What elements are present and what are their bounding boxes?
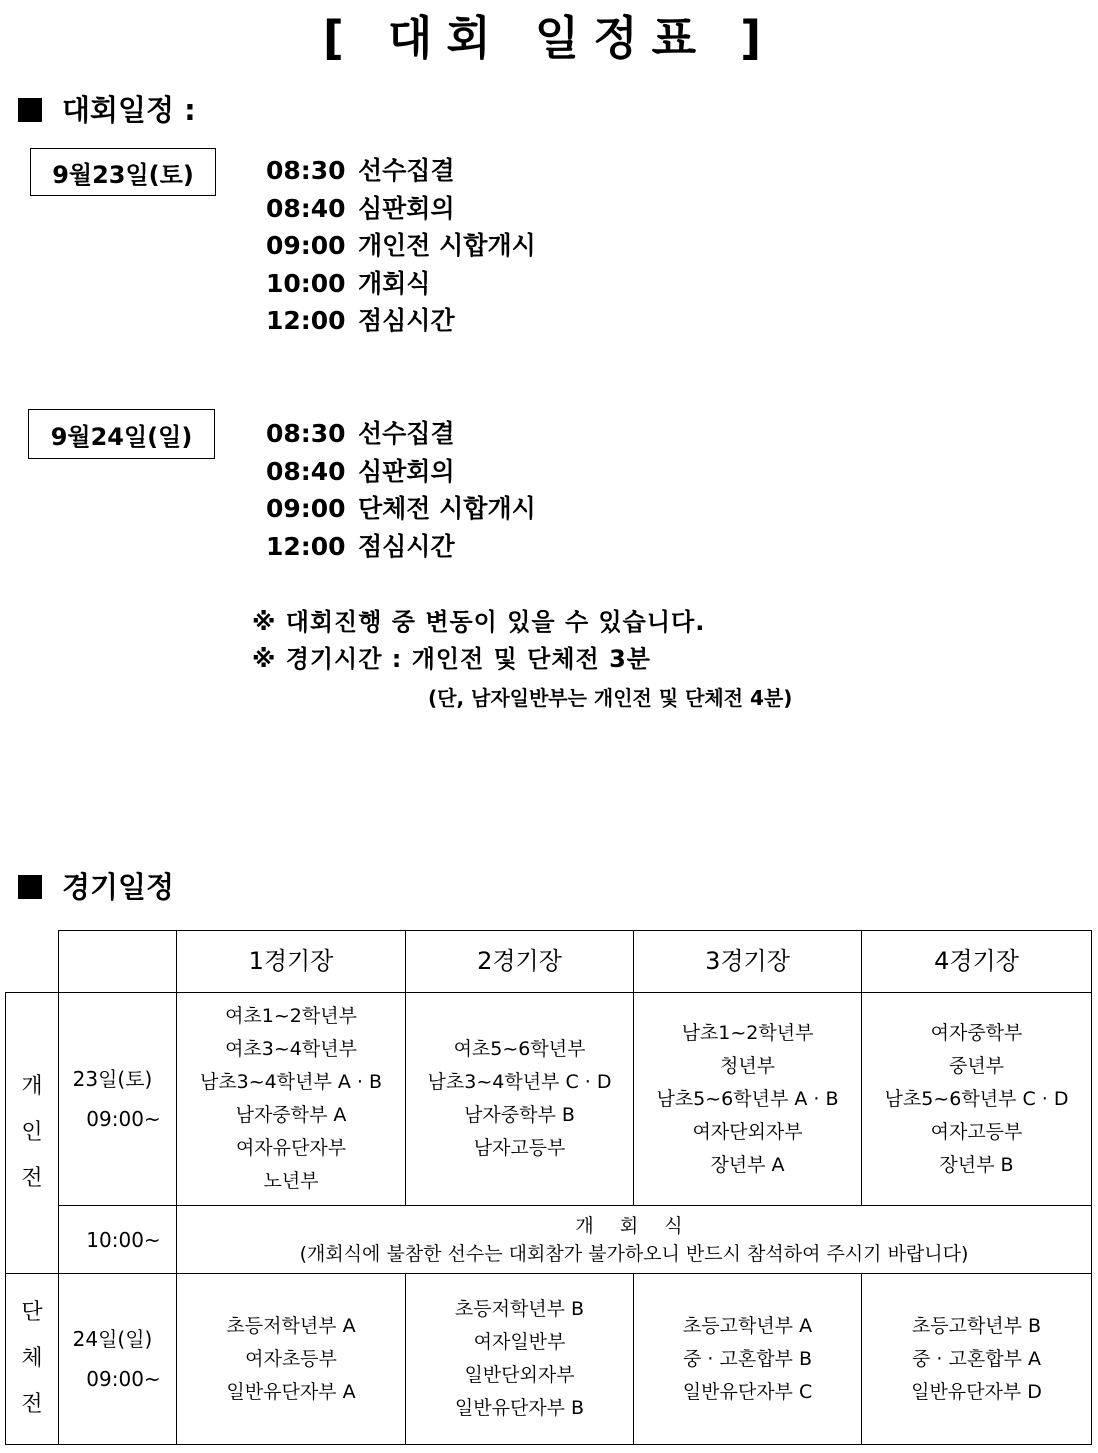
category-char: 단 [21,1300,43,1325]
individual-category [6,993,59,1274]
division: 남초5~6학년부 A · B [656,1087,839,1110]
division: 여초5~6학년부 [453,1038,586,1060]
schedule-event: 점심시간 [358,531,455,561]
session-date: 24일(일) [72,1327,153,1351]
division: 남초3~4학년부 C · D [427,1071,612,1093]
ceremony-note: (개회식에 불참한 선수는 대회참가 불가하오니 반드시 참석하여 주시기 바랍니다) [299,1242,969,1265]
division: 노년부 [263,1170,319,1192]
table-row [6,1206,1092,1274]
division: 일반유단자부 B [454,1397,585,1419]
opening-ceremony [177,1206,1092,1274]
note-exception: (단, 남자일반부는 개인전 및 단체전 4분) [428,686,793,710]
venue3-individual [634,993,862,1206]
table-row [6,993,1092,1206]
schedule-event: 선수집결 [358,156,455,185]
schedule-event: 단체전 시합개시 [358,494,536,523]
note-change: ※ 대회진행 중 변동이 있을 수 있습니다. [252,608,706,636]
category-char: 전 [21,1392,43,1417]
schedule-row [266,528,536,566]
venue2-team [406,1274,634,1445]
games-heading [18,867,174,907]
division: 여자중학부 [930,1021,1023,1044]
division: 중 · 고혼합부 B [683,1347,812,1370]
division: 남초1~2학년부 [681,1021,814,1044]
day2-date-box [28,409,215,459]
division: 일반유단자부 A [226,1380,356,1403]
square-bullet-icon [18,98,42,122]
division: 일반유단자부 D [911,1380,1042,1403]
venue-header: 2경기장 [406,931,634,993]
venue-header: 4경기장 [862,931,1092,993]
team-category [6,1274,59,1445]
games-heading-label: 경기일정 [62,870,175,904]
session-time: 10:00~ [86,1227,161,1252]
schedule-row [266,415,536,453]
schedule-event: 개회식 [358,268,431,298]
venue1-team [177,1274,406,1445]
schedule-time: 08:40 [266,193,346,223]
venue4-team [862,1274,1092,1445]
page-title: [ 대회 일정표 ] [322,11,776,65]
day2-schedule [266,415,536,565]
venue2-individual [406,993,634,1206]
schedule-row [266,227,536,265]
venue1-individual [177,993,406,1206]
division: 초등고학년부 A [682,1314,813,1337]
division: 남자중학부 B [464,1104,575,1126]
schedule-row [266,152,536,190]
schedule-heading-label: 대회일정 : [62,93,196,127]
category-char: 체 [21,1346,43,1371]
table-header-row [6,931,1092,993]
schedule-event: 심판회의 [358,193,455,223]
schedule-row [266,490,536,528]
schedule-row [266,453,536,491]
schedule-time: 12:00 [266,531,346,561]
schedule-row [266,190,536,228]
session-time: 09:00~ [86,1107,161,1131]
schedule-time: 09:00 [266,231,346,260]
schedule-time: 12:00 [266,306,346,335]
schedule-event: 점심시간 [358,306,455,335]
schedule-time: 10:00 [266,268,346,298]
division: 초등저학년부 B [454,1298,585,1320]
individual-session1-time [59,993,177,1206]
schedule-time: 08:30 [266,419,346,448]
venue-header: 1경기장 [177,931,406,993]
empty-header [59,931,177,993]
division: 여초1~2학년부 [225,1005,357,1027]
day1-date: 9월23일(토) [52,160,194,189]
square-bullet-icon [18,875,42,899]
venue-header: 3경기장 [634,931,862,993]
venue4-individual [862,993,1092,1206]
schedule-event: 선수집결 [358,419,455,448]
division: 남자고등부 [473,1137,566,1159]
division: 여자고등부 [930,1120,1023,1143]
category-char: 인 [21,1120,43,1145]
session-date: 23일(토) [72,1067,153,1091]
session-time: 09:00~ [86,1367,161,1391]
schedule-time: 08:30 [266,156,346,185]
division: 장년부 A [710,1153,785,1176]
venue3-team [634,1274,862,1445]
division: 여자일반부 [473,1331,566,1353]
schedule-time: 09:00 [266,494,346,523]
division: 초등고학년부 B [911,1314,1042,1337]
day1-date-box [30,148,216,196]
schedule-event: 심판회의 [358,456,455,486]
category-char: 전 [21,1166,43,1191]
empty-corner [6,931,59,993]
note-match-time: ※ 경기시간 : 개인전 및 단체전 3분 [252,645,651,673]
day2-date: 9월24일(일) [50,422,193,451]
category-char: 개 [21,1074,43,1099]
table-row [6,1274,1092,1445]
division: 여초3~4학년부 [225,1038,357,1060]
division: 남초5~6학년부 C · D [884,1087,1069,1110]
division: 남초3~4학년부 A · B [199,1071,383,1093]
division: 남자중학부 A [235,1104,347,1126]
individual-session2-time [59,1206,177,1274]
schedule-time: 08:40 [266,456,346,486]
division: 장년부 B [939,1153,1014,1176]
team-session-time [59,1274,177,1445]
schedule-row [266,302,536,340]
division: 중 · 고혼합부 A [912,1347,1041,1370]
games-table [5,930,1092,1445]
division: 일반유단자부 C [682,1380,813,1403]
schedule-row [266,265,536,303]
division: 여자초등부 [245,1347,337,1370]
schedule-event: 개인전 시합개시 [358,231,536,260]
division: 청년부 [719,1054,776,1077]
division: 여자유단자부 [235,1137,347,1159]
division: 여자단외자부 [692,1120,803,1143]
schedule-heading [18,90,196,130]
day1-schedule [266,152,536,340]
division: 일반단외자부 [464,1364,575,1386]
ceremony-title: 개 회 식 [575,1214,693,1237]
division: 중년부 [948,1054,1005,1077]
division: 초등저학년부 A [226,1314,356,1337]
